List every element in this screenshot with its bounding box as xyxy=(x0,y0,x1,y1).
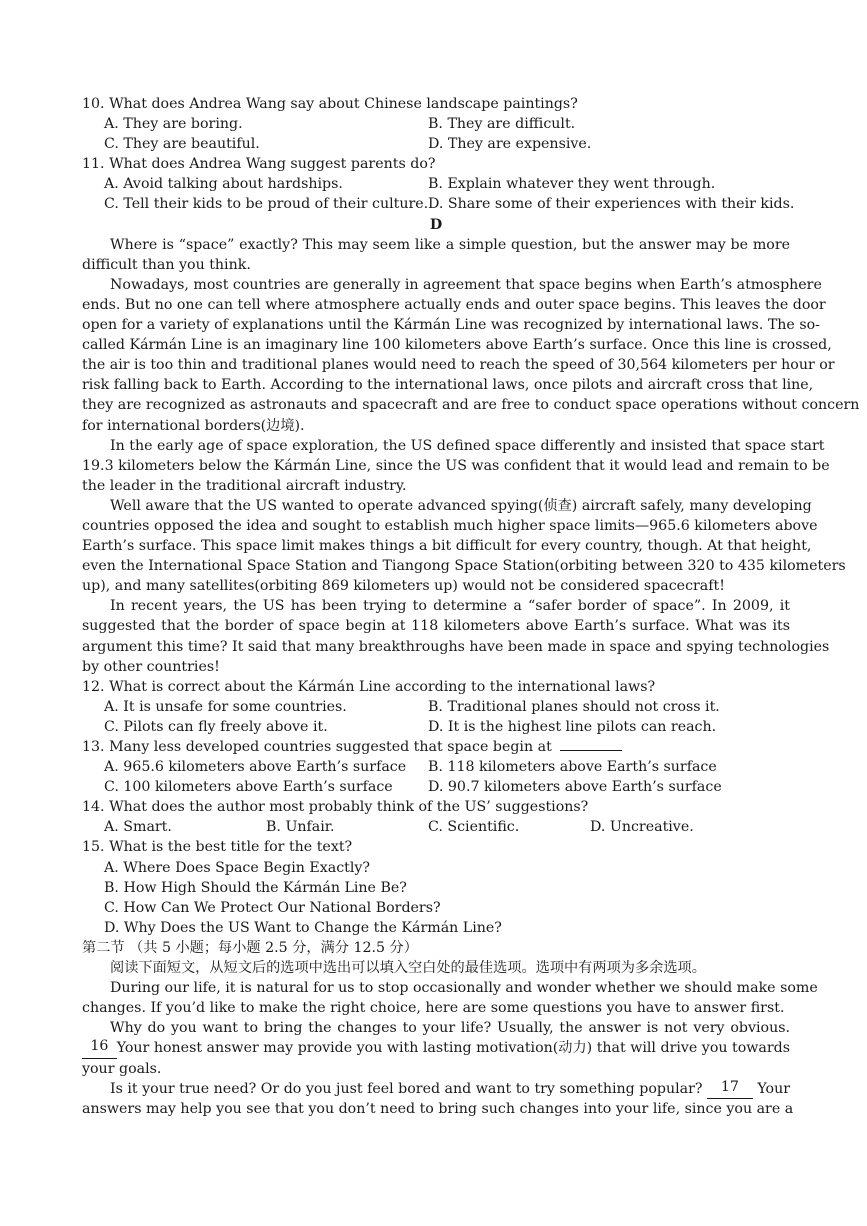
cloze-text: Your honest answer may provide you with lasting motivation(动力) that will drive you towards xyxy=(116,1040,790,1057)
option-a: A. Avoid talking about hardships. xyxy=(104,176,343,193)
option-c: C. How Can We Protect Our National Borders? xyxy=(104,899,441,916)
option-d: D. It is the highest line pilots can reach. xyxy=(428,718,717,735)
passage-line: they are recognized as astronauts and spacecraft and are free to conduct space operations without concern xyxy=(82,397,860,414)
question-12-options-ab xyxy=(82,697,790,717)
option-b: B. Explain whatever they went through. xyxy=(428,176,716,193)
option-c: C. Tell their kids to be proud of their culture. xyxy=(104,196,429,213)
option-d: D. They are expensive. xyxy=(428,136,592,153)
option-c: C. Pilots can fly freely above it. xyxy=(104,718,328,735)
exam-page xyxy=(82,94,860,1119)
option-a: A. 965.6 kilometers above Earth’s surface xyxy=(104,759,407,776)
question-11-options-ab xyxy=(82,174,790,194)
blank-16: 16 xyxy=(82,1038,117,1058)
option-a: A. They are boring. xyxy=(104,116,243,133)
question-13-options-cd xyxy=(82,777,790,797)
cloze-line: your goals. xyxy=(82,1060,162,1077)
passage-line: by other countries! xyxy=(82,658,220,675)
cloze-passage xyxy=(82,978,818,1119)
passage-line: countries opposed the idea and sought to establish much higher space limits—965.6 kilometers above xyxy=(82,517,818,534)
passage-line: Earth’s surface. This space limit makes things a bit difficult for every country, though. At that height, xyxy=(82,538,812,555)
question-11-options-cd xyxy=(82,194,795,214)
section-2-instruction: 阅读下面短文，从短文后的选项中选出可以填入空白处的最佳选项。选项中有两项为多余选项。 xyxy=(110,960,706,977)
passage-line: the air is too thin and traditional planes would need to reach the speed of 30,564 kilometers per hour or xyxy=(82,357,835,374)
passage-line: suggested that the border of space begin at 118 kilometers above Earth’s surface. What was its xyxy=(82,618,790,635)
question-14-options xyxy=(82,817,790,837)
passage-d xyxy=(82,235,860,677)
cloze-line: changes. If you’d like to make the right choice, here are some questions you have to answer first. xyxy=(82,1000,785,1017)
passage-d-heading: D xyxy=(429,216,443,233)
question-10-stem: 10. What does Andrea Wang say about Chinese landscape paintings? xyxy=(82,96,578,112)
option-d: D. Uncreative. xyxy=(590,819,694,836)
option-c: C. 100 kilometers above Earth’s surface xyxy=(104,779,393,796)
option-a: A. Smart. xyxy=(104,819,172,836)
question-13-row xyxy=(82,737,790,757)
passage-line: risk falling back to Earth. According to the international laws, once pilots and aircraft cross that line, xyxy=(82,377,814,394)
option-a: A. It is unsafe for some countries. xyxy=(104,698,347,715)
cloze-line-with-blank xyxy=(82,1038,790,1058)
passage-line: called Kármán Line is an imaginary line 100 kilometers above Earth’s surface. Once this line is crossed, xyxy=(82,337,832,354)
option-b: B. They are difficult. xyxy=(428,116,576,133)
option-d: D. Why Does the US Want to Change the Kármán Line? xyxy=(104,919,502,936)
passage-line: Where is “space” exactly? This may seem like a simple question, but the answer may be more xyxy=(110,236,790,253)
blank-17: 17 xyxy=(707,1079,753,1099)
option-c: C. They are beautiful. xyxy=(104,136,260,153)
cloze-text: Is it your true need? Or do you just feel bored and want to try something popular? xyxy=(110,1080,703,1097)
cloze-line: answers may help you see that you don’t need to bring such changes into your life, since you are a xyxy=(82,1100,794,1117)
passage-line: In recent years, the US has been trying to determine a “safer border of space”. In 2009, it xyxy=(110,598,790,615)
section-2-heading: 第二节 （共 5 小题；每小题 2.5 分，满分 12.5 分） xyxy=(82,939,418,956)
passage-line: the leader in the traditional aircraft industry. xyxy=(82,477,407,494)
question-12-options-cd xyxy=(82,717,790,737)
question-10-options-ab xyxy=(82,114,790,134)
cloze-line: During our life, it is natural for us to stop occasionally and wonder whether we should make some xyxy=(110,980,818,997)
question-15-stem: 15. What is the best title for the text? xyxy=(82,839,353,856)
question-13-options-ab xyxy=(82,757,790,777)
passage-line: ends. But no one can tell where atmosphere actually ends and outer space begins. This leaves the door xyxy=(82,296,826,313)
option-b: B. 118 kilometers above Earth’s surface xyxy=(428,759,717,776)
option-c: C. Scientific. xyxy=(428,819,520,836)
answer-blank xyxy=(560,750,622,751)
option-b: B. Unfair. xyxy=(266,819,335,836)
cloze-line: Why do you want to bring the changes to your life? Usually, the answer is not very obvious. xyxy=(110,1020,790,1037)
passage-line: 19.3 kilometers below the Kármán Line, since the US was confident that it would lead and remain to be xyxy=(82,457,830,474)
passage-line: Well aware that the US wanted to operate advanced spying(侦查) aircraft safely, many developing xyxy=(110,497,812,514)
option-d: D. Share some of their experiences with their kids. xyxy=(428,196,795,213)
question-10-options-cd xyxy=(82,134,790,154)
passage-line: up), and many satellites(orbiting 869 kilometers up) would not be considered spacecraft! xyxy=(82,578,725,595)
passage-line: for international borders(边境). xyxy=(82,417,305,434)
passage-line: even the International Space Station and Tiangong Space Station(orbiting between 320 to 435 kilometers xyxy=(82,558,846,575)
passage-line: open for a variety of explanations until the Kármán Line was recognized by international laws. The so- xyxy=(82,317,820,334)
question-14-stem: 14. What does the author most probably think of the US’ suggestions? xyxy=(82,799,589,816)
passage-line: difficult than you think. xyxy=(82,256,251,273)
option-d: D. 90.7 kilometers above Earth’s surface xyxy=(428,779,722,796)
cloze-text: Your xyxy=(757,1080,790,1097)
option-b: B. Traditional planes should not cross it. xyxy=(428,698,720,715)
question-13-stem: 13. Many less developed countries suggested that space begin at xyxy=(82,739,552,755)
passage-line: In the early age of space exploration, the US defined space differently and insisted that space start xyxy=(110,437,825,454)
question-12-stem: 12. What is correct about the Kármán Line according to the international laws? xyxy=(82,678,656,695)
question-11-stem: 11. What does Andrea Wang suggest parents do? xyxy=(82,156,436,173)
passage-line: Nowadays, most countries are generally in agreement that space begins when Earth’s atmosphere xyxy=(110,276,822,293)
passage-line: argument this time? It said that many breakthroughs have been made in space and spying technologies xyxy=(82,638,830,655)
option-b: B. How High Should the Kármán Line Be? xyxy=(104,879,407,896)
cloze-line-with-blank xyxy=(82,1079,790,1099)
option-a: A. Where Does Space Begin Exactly? xyxy=(104,859,370,876)
